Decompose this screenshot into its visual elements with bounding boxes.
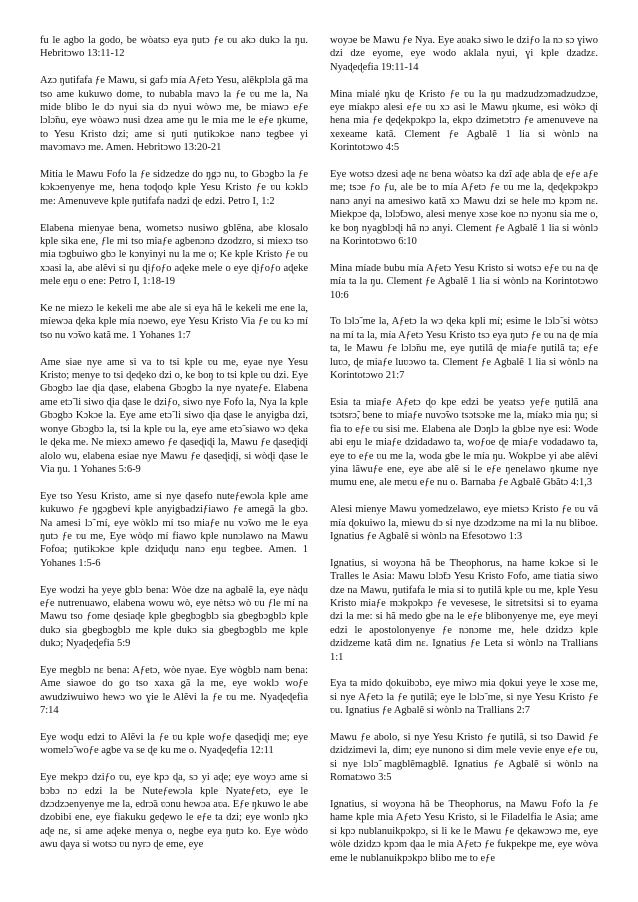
right-column (330, 34, 598, 892)
paragraph: fu le agbo la godo, be wòatsɔ eya ŋutɔ ƒe ʋu akɔ dukɔ la ŋu. Hebritɔwo 13:11-12 (40, 35, 308, 60)
paragraph: Mina mialé ŋku ɖe Kristo ƒe ʋu la ŋu madzudzɔmadzudzɔe, eye míakpɔ alesi eƒe ʋu xɔ asi le Mawu ŋkume, esi wòkɔ ɖi hena mia ƒe ɖeɖekpɔkpɔ la, ekpɔ dzimetɔtrɔ ƒe amenuveve na xexeame katã. Clement ƒe Agbalẽ 1 lia si wònlɔ na Korintotɔwo 4:5 (330, 88, 598, 154)
paragraph: Mina míade bubu mía Aƒetɔ Yesu Kristo si wotsɔ eƒe ʋu na ɖe mía ta la ŋu. Clement ƒe Agbalẽ 1 lia si wònlɔ na Korintotɔwo 10:6 (330, 262, 598, 301)
paragraph: Alesi mienye Mawu yomedzelawo, eye mietsɔ Kristo ƒe ʋu vã mía ɖokuiwo la, miewu dɔ si nye dzɔdzɔme na mi la nu bliboe. Ignatius ƒe Agbalẽ si wònlɔ na Efesotɔwo 1:3 (330, 504, 598, 542)
paragraph: Elabena mienyae bena, wometsɔ nusiwo gblẽna, abe klosalo kple sika ene, ƒle mi tso miaƒe agbenɔnɔ dzodzro, si miexɔ tso mia tɔgbuiwo gbɔ le kɔnyinyi nu la me o; Ke kple Kristo ƒe ʋu xɔasi la, abe alẽvi si ŋu ɖiƒoƒo aɖeke mele o eye ɖiƒoƒo aɖeke mele eŋu o ene: Petro I, 1:18-19 (40, 222, 308, 288)
paragraph: Mitia le Mawu Fofo la ƒe sidzedze do ŋgɔ nu, to Gbɔgbɔ la ƒe kɔkɔenyenye me, hena toɖoɖo kple Yesu Kristo ƒe ʋu kɔklɔ me: Amenuveve kple ŋutifafa nadzi ɖe edzi. Petro I, 1:2 (40, 169, 308, 207)
paragraph: Azɔ ŋutifafa ƒe Mawu, si gafɔ mía Aƒetɔ Yesu, alẽkplɔla gã ma tso ame kukuwo dome, to nubabla mavɔ la ƒe ʋu me la, Na mide blibo le dɔ nyui sia dɔ nyui wòwɔ me, be miawɔ eƒe lɔlɔ̃nu, eye wòawɔ nusi dzea ame ŋu le mia me le eƒe ŋkume, to Yesu Kristo dzi; ame si ŋuti ŋutikɔkɔe nanɔ tegbee yi mavɔmavɔ me. Amen. Hebritɔwo 13:20-21 (40, 75, 308, 154)
paragraph: Esia ta miaƒe Aƒetɔ ɖo kpe edzi be yeatsɔ yeƒe ŋutilã ana tsɔtsrɔ̃, bene to miaƒe nuvɔ̃wo tsɔtsɔke me la, míakɔ mia ŋu; si fia to eƒe ʋu sisi me. Elabena ale Dɔŋlɔ la gblɔe nye esi: Wode abi eŋu le miaƒe dzidadawo ta, woƒoe ɖe miaƒe vodadawo ta, eye to eƒe ʋu me la, woda gbe le mía ŋu. Wokplɔe yi abe alẽvi yina lãwuƒe ene, eye abe alẽ si le eƒe ŋenelawo ŋkume nye mumu ene, ale meʋu eƒe nu o. Barnaba ƒe Agbalẽ Gbãtɔ 4:1,3 (330, 396, 598, 489)
paragraph: Eye tso Yesu Kristo, ame si nye ɖasefo nuteƒewɔla kple ame kukuwo ƒe ŋgɔgbevi kple anyigbadziƒiawo ƒe amegã la gbɔ. Na amesi lɔ̃ mí, eye wòklɔ mí tso miaƒe nu vɔ̃wo me le eya ŋutɔ ƒe ʋu me, Eye wòɖo mí fiawo kple nunɔlawo na Mawu Fofoa; ŋutikɔkɔe kple dziɖuɖu nanɔ eŋu tegbee. Amen. 1 Yohanes 1:5-6 (40, 490, 308, 569)
paragraph: Eye wotsɔ dzesi aɖe nɛ bena wòatsɔ ka dzĩ aɖe abla ɖe eƒe aƒe me; tsɔe ƒo ƒu, ale be to mía Aƒetɔ ƒe ʋu me la, ɖeɖekpɔkpɔ nanɔ anyi na amesiwo katã xɔ Mawu dzi se hele mɔ kpɔm nɛ. Miekpɔe ɖa, lɔlɔ̃tɔwo, alesi menye xɔse koe nɔ nyɔnu sia me o, ke boŋ nyagblɔɖi hã nɔ anyi. Clement ƒe Agbalẽ 1 lia si wònlɔ na Korintotɔwo 6:10 (330, 169, 598, 248)
paragraph: Ame siae nye ame si va to tsi kple ʋu me, eyae nye Yesu Kristo; menye to tsi ɖeɖeko dzi o, ke boŋ to tsi kple ʋu dzi. Eye Gbɔgbɔ lae ɖia ɖase, elabena Gbɔgbɔ la nye nyateƒe. Elabena ame etɔ̃ li siwo ɖia ɖase le dziƒo, siwo nye Fofo la, Nya la kple Gbɔgbɔ Kɔkɔe la. Eye ame etɔ̃ li siwo ɖia ɖase le anyigba dzi, wonye Gbɔgbɔ la, tsi la kple ʋu la, eye ame etɔ̃ siawo wɔ ɖeka le ɖeka me. Ne miexɔ amewo ƒe ɖaseɖiɖi la, Mawu ƒe ɖaseɖiɖi alolo wu, elabena esiae nye Mawu ƒe ɖaseɖiɖi, si wòɖi ɖase le Via ŋu. 1 Yohanes 5:6-9 (40, 356, 308, 475)
paragraph: Eye wodzi ha yeye gblɔ bena: Wòe dze na agbalẽ la, eye nàɖu eƒe nutrenuawo, elabena wowu wò, eye nètsɔ wò ʋu ƒle mí na Mawu tso ƒome ɖesiaɖe kple gbegbɔgblɔ sia gbegbɔgblɔ kple dukɔ sia gbegbɔgblɔ me kple dukɔ sia gbegbɔgblɔ me kple dukɔ; Nyaɖeɖefia 5:9 (40, 584, 308, 650)
paragraph: Ignatius, si woyɔna hã be Theophorus, na Mawu Fofo la ƒe hame kple mia Aƒetɔ Yesu Kristo, si le Filadelfia le Asia; ame si kpɔ nublanuikpɔkpɔ, si li ke le Mawu ƒe ɖekawɔwɔ me, eye wòle dzidzɔ kpɔm ɖaa le mia Aƒetɔ ƒe fukpekpe me, eye wòva eme le nublanuikpɔkpɔ blibo me to eƒe (330, 799, 598, 864)
paragraph: Eya ta mido ɖokuibɔbɔ, eye miwɔ mia ɖokui yeye le xɔse me, si nye Aƒetɔ la ƒe ŋutilã; eye le lɔlɔ̃ me, si nye Yesu Kristo ƒe ʋu. Ignatius ƒe Agbalẽ si wònlɔ na Trallians 2:7 (330, 678, 598, 717)
paragraph: Mawu ƒe abolo, si nye Yesu Kristo ƒe ŋutilã, si tso Dawid ƒe dzidzimevi la, dim; eye nunono si dim mele vevie enye eƒe ʋu, si nye lɔlɔ̃ magblẽmagblẽ. Ignatius ƒe Agbalẽ si wònlɔ na Romatɔwo 3:5 (330, 731, 598, 784)
paragraph: Ke ne miezɔ le kekeli me abe ale si eya hã le kekeli me ene la, míewɔa ɖeka kple mía nɔewo, eye Yesu Kristo Via ƒe ʋu kɔ mí tso nu vɔ̃wo katã me. 1 Yohanes 1:7 (40, 303, 308, 341)
paragraph: Ignatius, si woyɔna hã be Theophorus, na hame kɔkɔe si le Tralles le Asia: Mawu lɔlɔ̃tɔ Yesu Kristo Fofo, ame tiatia siwo dze na Mawu, ŋutifafa le mia si to ŋutilã kple ʋu me, kple Yesu Kristo miaƒe mɔkpɔkpɔ ƒe vevesese, le sitretsitsi si to eyama dzi la me: si hã medo gbe na le eƒe blibonyenye me, eye meyi edzi le apostolonyenye ƒe nɔnɔme me, hele dzidzɔ kple dzidzeme katã dim nɛ. Ignatius ƒe Leta si wònlɔ na Trallians 1:1 (330, 557, 598, 663)
paragraph: Eye mekpɔ dziƒo ʋu, eye kpɔ ɖa, sɔ yi aɖe; eye woyɔ ame si bɔbɔ nɔ edzi la be Nuteƒewɔla kple Nyateƒetɔ, eye le dzɔdzɔenyenye me la, edrɔ̃a ʋɔnu hewɔa aʋa. Eƒe ŋkuwo le abe dzobibi ene, eye fiakuku geɖewo le eƒe ta dzi; eye wonlɔ ŋkɔ aɖe nɛ, si ame aɖeke menya o, negbe eya ŋutɔ ko. Eye wòdo awu ɖaya si wotsɔ ʋu nyrɔ ɖe eme, eye (40, 772, 308, 851)
left-column (40, 34, 308, 892)
paragraph: Eye megblɔ nɛ bena: Aƒetɔ, wòe nyae. Eye wògblɔ nam bena: Ame siawoe do go tso xaxa gã la me, eye woklɔ woƒe awudziwuiwo hewɔ wo ɣie le Alẽvi la ƒe ʋu me. Nyaɖeɖefia 7:14 (40, 664, 308, 717)
paragraph: Eye woɖu edzi to Alẽvi la ƒe ʋu kple woƒe ɖaseɖiɖi me; eye womelɔ̃ woƒe agbe va se ɖe ku me o. Nyaɖeɖefia 12:11 (40, 731, 308, 757)
paragraph: To lɔlɔ̃ me la, Aƒetɔ la wɔ ɖeka kpli mí; esime le lɔlɔ̃ si wòtsɔ na mí ta la, mía Aƒetɔ Yesu Kristo tsɔ eya ŋutɔ ƒe ʋu na ɖe mía ta, le Mawu ƒe lɔlɔ̃nu me, eye ŋutilã ɖe miaƒe ŋutilã ta; eƒe luʋɔ, ɖe miaƒe luʋɔwo ta. Clement ƒe Agbalẽ 1 lia si wònlɔ na Korintotɔwo 21:7 (330, 316, 598, 382)
paragraph: woyɔe be Mawu ƒe Nya. Eye aʋakɔ siwo le dziƒo la nɔ sɔ ɣiwo dzi dze eyome, eye wodo aklala nyui, ɣi kple dzadzɛ. Nyaɖeɖefia 19:11-14 (330, 35, 598, 73)
